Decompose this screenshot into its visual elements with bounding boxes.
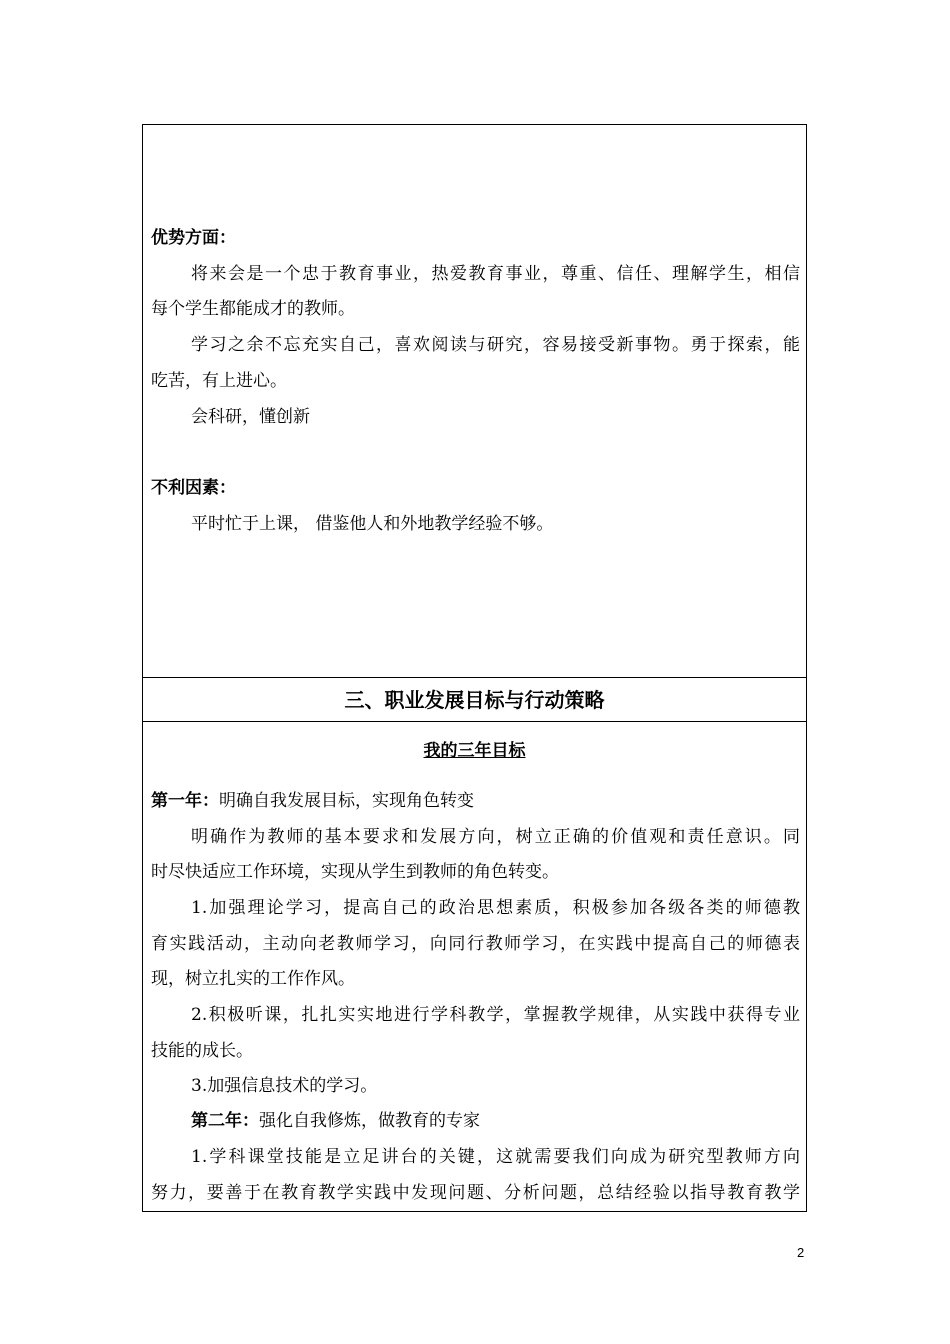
year1-line: 明确作为教师的基本要求和发展方向，树立正确的价值观和责任意识。同 [191,827,800,847]
year2-line: 努力，要善于在教育教学实践中发现问题、分析问题，总结经验以指导教育教学 [151,1183,800,1203]
goals-cell [143,722,806,1211]
year1-heading: 第一年：明确自我发展目标，实现角色转变 [151,791,474,811]
year2-line: 1.学科课堂技能是立足讲台的关键，这就需要我们向成为研究型教师方向 [191,1147,800,1167]
form-table [142,124,807,1212]
goals-subtitle: 我的三年目标 [423,741,526,761]
disadvantages-heading: 不利因素： [151,478,236,498]
disadvantages-line: 平时忙于上课， 借鉴他人和外地教学经验不够。 [191,514,554,534]
advantages-line: 学习之余不忘充实自己，喜欢阅读与研究，容易接受新事物。勇于探索，能 [191,335,800,355]
advantages-line: 将来会是一个忠于教育事业，热爱教育事业，尊重、信任、理解学生，相信 [191,264,800,284]
year1-line: 现，树立扎实的工作作风。 [151,969,355,989]
advantages-heading: 优势方面： [151,228,236,248]
section-title: 三、职业发展目标与行动策略 [344,688,605,712]
year1-line: 1.加强理论学习，提高自己的政治思想素质，积极参加各级各类的师德教 [191,898,800,918]
advantages-line: 每个学生都能成才的教师。 [151,299,355,319]
year1-line: 育实践活动，主动向老教师学习，向同行教师学习，在实践中提高自己的师德表 [151,934,800,954]
year1-line: 3.加强信息技术的学习。 [191,1076,378,1096]
year1-line: 2.积极听课，扎扎实实地进行学科教学，掌握教学规律，从实践中获得专业 [191,1005,800,1025]
self-analysis-cell [143,125,806,678]
advantages-line: 会科研，懂创新 [191,407,310,427]
year2-heading: 第二年：强化自我修炼，做教育的专家 [191,1111,480,1131]
advantages-line: 吃苦，有上进心。 [151,371,287,391]
year1-line: 时尽快适应工作环境，实现从学生到教师的角色转变。 [151,862,559,882]
section-title-cell [143,677,806,722]
page-number: 2 [797,1245,805,1260]
year1-line: 技能的成长。 [151,1041,253,1061]
